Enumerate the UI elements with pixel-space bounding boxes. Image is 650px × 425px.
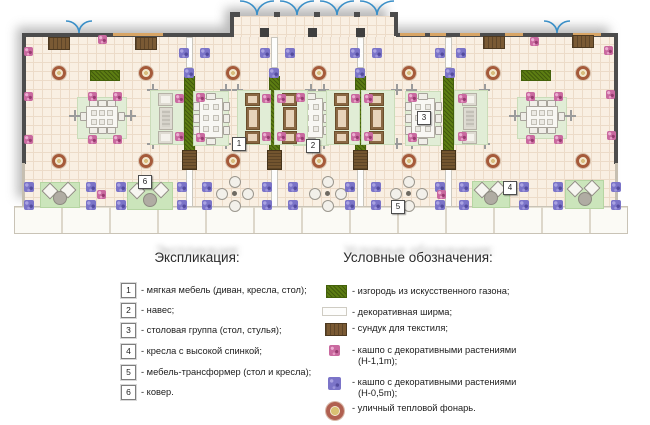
symbols-item-label: - изгородь из искусственного газона; xyxy=(352,286,510,296)
street-heat-lamp xyxy=(312,66,326,80)
dining-chair xyxy=(98,127,107,134)
pink-kashpo-plant xyxy=(554,135,563,144)
plate xyxy=(107,110,113,116)
sofa xyxy=(246,107,260,130)
street-heat-lamp xyxy=(52,66,66,80)
sofa xyxy=(463,107,477,130)
sofa xyxy=(335,107,349,130)
street-heat-lamp xyxy=(226,154,240,168)
blue-kashpo-plant xyxy=(116,200,126,210)
transformer-chair xyxy=(416,188,428,200)
sofa-cushion xyxy=(466,110,474,127)
dining-chair xyxy=(107,100,116,107)
explication-number-box: 3 xyxy=(121,323,136,338)
dining-chair xyxy=(529,100,538,107)
armchair xyxy=(334,131,349,144)
plan-marker: 3 xyxy=(417,111,431,125)
transformer-table xyxy=(406,191,411,196)
hedge-planter xyxy=(267,150,282,170)
sofa xyxy=(283,107,297,130)
armchair xyxy=(245,93,260,106)
armchair-cushion xyxy=(248,134,257,141)
blue-kashpo-plant xyxy=(202,200,212,210)
explication-number-box: 1 xyxy=(121,283,136,298)
dining-chair xyxy=(520,112,527,121)
wall-segment xyxy=(230,12,240,17)
blue-kashpo-plant xyxy=(285,48,295,58)
plate xyxy=(213,104,219,110)
plate xyxy=(539,119,545,125)
blue-kashpo-plant xyxy=(553,200,563,210)
street-heat-lamp xyxy=(226,66,240,80)
symbols-item-label: - декоративная ширма; xyxy=(352,307,453,317)
armchair-cushion xyxy=(372,134,381,141)
pink-kashpo-plant xyxy=(113,135,122,144)
dining-chair xyxy=(405,102,412,111)
window-marking xyxy=(400,33,425,36)
transformer-chair xyxy=(229,176,241,188)
symbols-item-label: - сундук для текстиля; xyxy=(352,323,448,333)
armchair-cushion xyxy=(285,134,294,141)
textile-chest xyxy=(135,37,157,50)
canopy-bracket xyxy=(509,110,520,121)
explication-item-label: - ковер. xyxy=(141,387,174,397)
explication-number-box: 2 xyxy=(121,303,136,318)
dining-chair xyxy=(193,114,200,123)
blue-kashpo-plant xyxy=(177,200,187,210)
dining-chair xyxy=(418,93,428,100)
transformer-chair xyxy=(403,176,415,188)
dining-chair xyxy=(418,138,428,145)
wall-segment xyxy=(614,33,618,164)
pink-kashpo-plant xyxy=(351,94,360,103)
screen-swatch-icon xyxy=(322,307,347,316)
symbols-item-label: - кашпо с декоративными растениями xyxy=(352,377,517,387)
pink-kashpo-plant xyxy=(98,35,107,44)
plate xyxy=(91,119,97,125)
sofa-cushion xyxy=(249,110,257,127)
pink-kashpo-plant xyxy=(351,132,360,141)
blue-kashpo-plant xyxy=(371,200,381,210)
dining-chair xyxy=(98,100,107,107)
pink-kashpo-plant xyxy=(97,190,106,199)
column xyxy=(308,28,317,37)
blue-kashpo-plant xyxy=(456,48,466,58)
plate xyxy=(213,115,219,121)
explication-item-label: - кресла с высокой спинкой; xyxy=(141,346,262,356)
armchair-cushion xyxy=(161,134,170,141)
pink-kashpo-plant xyxy=(24,135,33,144)
dining-chair xyxy=(118,112,125,121)
dining-table xyxy=(199,98,223,138)
round-table xyxy=(578,192,592,206)
blue-kashpo-plant xyxy=(459,200,469,210)
pink-kashpo-plant xyxy=(607,131,616,140)
dining-chair xyxy=(538,100,547,107)
blue-kashpo-plant xyxy=(445,68,455,78)
plate xyxy=(203,126,209,132)
pink-kashpo-plant xyxy=(526,135,535,144)
wall-segment xyxy=(394,14,398,36)
blue-kashpo-plant xyxy=(519,182,529,192)
round-table xyxy=(53,191,67,205)
symbols-item-label: - уличный тепловой фонарь. xyxy=(352,403,476,413)
pink-kashpo-plant xyxy=(175,94,184,103)
blue-kashpo-plant xyxy=(179,48,189,58)
sofa xyxy=(159,107,173,130)
transformer-chair xyxy=(390,188,402,200)
sofa-cushion xyxy=(162,110,170,127)
street-heat-lamp xyxy=(312,154,326,168)
plate xyxy=(531,110,537,116)
dining-chair xyxy=(529,127,538,134)
pink-kashpo-plant xyxy=(408,93,417,102)
plan-marker: 2 xyxy=(306,139,320,153)
canopy-bracket xyxy=(125,110,136,121)
plate xyxy=(107,119,113,125)
pink-kashpo-plant xyxy=(458,132,467,141)
pink-kashpo-plant xyxy=(262,132,271,141)
pink-kashpo-plant xyxy=(554,92,563,101)
hedge-planter xyxy=(182,150,197,170)
plan-marker: 4 xyxy=(503,181,517,195)
dining-chair xyxy=(206,138,216,145)
blue-kashpo-plant xyxy=(86,200,96,210)
transformer-chair xyxy=(322,176,334,188)
pink-kashpo-plant xyxy=(526,92,535,101)
sofa-cushion xyxy=(373,110,381,127)
pink-kashpo-plant xyxy=(277,132,286,141)
armchair-cushion xyxy=(337,96,346,103)
round-table xyxy=(143,193,157,207)
transformer-chair xyxy=(229,200,241,212)
blue-kashpo-plant xyxy=(269,68,279,78)
round-table xyxy=(484,191,498,205)
textile-chest xyxy=(572,35,594,48)
window-marking xyxy=(460,33,480,36)
explication-item-label: - мебель-трансформер (стол и кресла); xyxy=(141,367,312,377)
double-door-swing-icon xyxy=(360,1,394,15)
plate xyxy=(415,126,421,132)
pink-kashpo-plant xyxy=(408,133,417,142)
blue-kashpo-plant xyxy=(86,182,96,192)
plate xyxy=(91,110,97,116)
pink-kashpo-plant xyxy=(606,90,615,99)
hedge-planter xyxy=(353,150,368,170)
plate xyxy=(313,115,319,121)
artificial-grass-hedge xyxy=(443,76,454,154)
blue-kashpo-plant xyxy=(24,200,34,210)
dining-table xyxy=(86,106,118,128)
plate xyxy=(99,119,105,125)
armchair xyxy=(334,93,349,106)
pink-kashpo-plant xyxy=(196,133,205,142)
street-heat-lamp xyxy=(402,66,416,80)
artificial-grass-hedge xyxy=(90,70,120,81)
pink-kashpo-plant xyxy=(296,93,305,102)
pink-kashpo-plant xyxy=(364,94,373,103)
plate xyxy=(547,110,553,116)
symbols-item-sublabel: (H-0,5m); xyxy=(358,388,398,398)
dining-chair xyxy=(223,126,230,135)
blue-kashpo-plant xyxy=(350,48,360,58)
pink-kashpo-plant xyxy=(296,133,305,142)
hedge-planter xyxy=(441,150,456,170)
double-door-swing-icon xyxy=(280,1,314,15)
blue-kashpo-plant xyxy=(177,182,187,192)
plan-marker: 6 xyxy=(138,175,152,189)
pink-kashpo-plant xyxy=(604,46,613,55)
blue-kashpo-plant xyxy=(288,200,298,210)
blue-kashpo-plant xyxy=(435,48,445,58)
plate xyxy=(547,119,553,125)
pink-kashpo-plant xyxy=(437,190,446,199)
explication-number-box: 4 xyxy=(121,344,136,359)
dining-chair xyxy=(405,114,412,123)
sofa-cushion xyxy=(286,110,294,127)
dining-chair xyxy=(89,100,98,107)
blue-kashpo-plant xyxy=(116,182,126,192)
dining-table xyxy=(526,106,558,128)
pink-kashpo-plant xyxy=(24,92,33,101)
armchair xyxy=(158,131,173,144)
blue-kashpo-plant xyxy=(372,48,382,58)
terrace-deck xyxy=(14,206,628,234)
street-heat-lamp xyxy=(486,154,500,168)
plate xyxy=(313,104,319,110)
decorative-screen xyxy=(271,168,278,207)
street-heat-lamp xyxy=(576,154,590,168)
pink-plant-icon xyxy=(329,345,340,356)
blue-kashpo-plant xyxy=(611,182,621,192)
blue-kashpo-plant xyxy=(459,182,469,192)
dining-chair xyxy=(547,100,556,107)
blue-kashpo-plant xyxy=(371,182,381,192)
blue-plant-icon xyxy=(328,377,341,390)
explication-item-label: - столовая группа (стол, стулья); xyxy=(141,325,282,335)
blue-kashpo-plant xyxy=(262,200,272,210)
blue-kashpo-plant xyxy=(345,182,355,192)
dining-chair xyxy=(435,126,442,135)
dining-chair xyxy=(538,127,547,134)
dining-chair xyxy=(558,112,565,121)
armchair-cushion xyxy=(161,96,170,103)
hedge-swatch-icon xyxy=(326,285,347,298)
explication-item-label: - навес; xyxy=(141,305,175,315)
heat-lamp-icon xyxy=(326,402,344,420)
dining-chair xyxy=(107,127,116,134)
blue-kashpo-plant xyxy=(355,68,365,78)
pink-kashpo-plant xyxy=(277,94,286,103)
dining-chair xyxy=(435,102,442,111)
armchair xyxy=(158,93,173,106)
pink-kashpo-plant xyxy=(88,135,97,144)
plate xyxy=(415,104,421,110)
dining-chair xyxy=(223,114,230,123)
plate xyxy=(531,119,537,125)
decorative-screen xyxy=(357,168,364,207)
armchair-cushion xyxy=(285,96,294,103)
column xyxy=(356,28,365,37)
window-marking xyxy=(113,33,163,36)
pink-kashpo-plant xyxy=(364,132,373,141)
blue-kashpo-plant xyxy=(553,182,563,192)
decorative-screen xyxy=(186,168,193,207)
street-heat-lamp xyxy=(139,66,153,80)
double-door-swing-icon xyxy=(66,21,92,33)
armchair-cushion xyxy=(337,134,346,141)
explication-number-box: 5 xyxy=(121,365,136,380)
textile-chest xyxy=(483,36,505,49)
blue-kashpo-plant xyxy=(260,48,270,58)
symbols-title: Условные обозначения: xyxy=(343,250,493,265)
pink-kashpo-plant xyxy=(458,94,467,103)
wall-segment xyxy=(230,14,234,36)
pink-kashpo-plant xyxy=(262,94,271,103)
blue-kashpo-plant xyxy=(202,182,212,192)
explication-title: Экспликация: xyxy=(154,250,240,265)
dining-chair xyxy=(80,112,87,121)
dining-chair xyxy=(435,114,442,123)
plate xyxy=(425,104,431,110)
chest-swatch-icon xyxy=(325,323,347,336)
transformer-chair xyxy=(216,188,228,200)
blue-kashpo-plant xyxy=(24,182,34,192)
pink-kashpo-plant xyxy=(88,92,97,101)
blue-kashpo-plant xyxy=(345,200,355,210)
plate xyxy=(203,104,209,110)
dining-chair xyxy=(223,102,230,111)
blue-kashpo-plant xyxy=(262,182,272,192)
sofa-cushion xyxy=(338,110,346,127)
street-heat-lamp xyxy=(139,154,153,168)
blue-kashpo-plant xyxy=(519,200,529,210)
textile-chest xyxy=(48,37,70,50)
blue-kashpo-plant xyxy=(288,182,298,192)
transformer-chair xyxy=(322,200,334,212)
transformer-table xyxy=(232,191,237,196)
blue-kashpo-plant xyxy=(435,200,445,210)
double-door-swing-icon xyxy=(240,1,274,15)
window-marking xyxy=(505,33,523,36)
plan-marker: 1 xyxy=(232,137,246,151)
dining-chair xyxy=(193,102,200,111)
double-door-swing-icon xyxy=(544,21,570,33)
symbols-item-sublabel: (H-1,1m); xyxy=(358,356,398,366)
explication-number-box: 6 xyxy=(121,385,136,400)
street-heat-lamp xyxy=(486,66,500,80)
pink-kashpo-plant xyxy=(196,93,205,102)
armchair xyxy=(245,131,260,144)
pink-kashpo-plant xyxy=(113,92,122,101)
plate xyxy=(99,110,105,116)
double-door-swing-icon xyxy=(320,1,354,15)
canopy-bracket xyxy=(565,110,576,121)
armchair-cushion xyxy=(372,96,381,103)
street-heat-lamp xyxy=(576,66,590,80)
plate xyxy=(213,126,219,132)
window-marking xyxy=(430,33,446,36)
transformer-table xyxy=(325,191,330,196)
plate xyxy=(425,126,431,132)
decorative-screen xyxy=(445,37,452,68)
column xyxy=(260,28,269,37)
plate xyxy=(539,110,545,116)
symbols-item-label: - кашпо с декоративными растениями xyxy=(352,345,517,355)
plate xyxy=(203,115,209,121)
street-heat-lamp xyxy=(52,154,66,168)
pink-kashpo-plant xyxy=(175,132,184,141)
pink-kashpo-plant xyxy=(24,47,33,56)
transformer-chair xyxy=(309,188,321,200)
dining-chair xyxy=(89,127,98,134)
plan-marker: 5 xyxy=(391,200,405,214)
blue-kashpo-plant xyxy=(200,48,210,58)
transformer-chair xyxy=(242,188,254,200)
pink-kashpo-plant xyxy=(530,37,539,46)
canopy-bracket xyxy=(69,110,80,121)
sofa xyxy=(370,107,384,130)
plate xyxy=(313,126,319,132)
armchair-cushion xyxy=(248,96,257,103)
dining-chair xyxy=(547,127,556,134)
dining-chair xyxy=(206,93,216,100)
explication-item-label: - мягкая мебель (диван, кресла, стол); xyxy=(141,285,307,295)
blue-kashpo-plant xyxy=(184,68,194,78)
decorative-screen xyxy=(271,37,278,68)
street-heat-lamp xyxy=(402,154,416,168)
artificial-grass-hedge xyxy=(521,70,551,81)
decorative-screen xyxy=(445,168,452,207)
blue-kashpo-plant xyxy=(611,200,621,210)
